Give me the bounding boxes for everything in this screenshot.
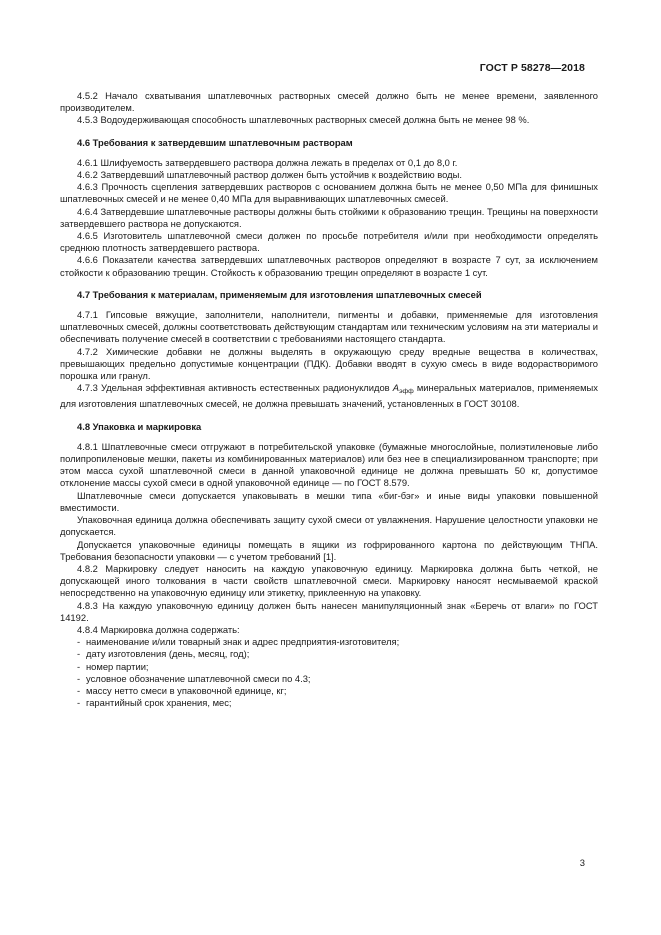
list-item: - условное обозначение шпатлевочной смеси по 4.3; (77, 672, 311, 684)
paragraph-4-8-4: 4.8.4 Маркировка должна содержать: (77, 623, 240, 635)
activity-subscript: эфф (399, 388, 414, 396)
paragraph-4-7-3-end: минеральных материалов, применяемых для изготовления шпатлевочных смесей, не должна превышать значений, установленных в ГОСТ 30108. (60, 382, 598, 410)
paragraph-4-7-1: 4.7.1 Гипсовые вяжущие, заполнители, наполнители, пигменты и добавки, применяемые для изготовления шпатлевочных смесей, должны соответствовать действующим стандартам или техническим условиям на эти материалы и обеспечивать получение смесей в соответствии с требованиями настоящего стандарта. (60, 309, 598, 345)
list-item: - дату изготовления (день, месяц, год); (77, 648, 250, 660)
paragraph-4-8-3: 4.8.3 На каждую упаковочную единицу должен быть нанесен манипуляционный знак «Беречь от влаги» по ГОСТ 14192. (60, 599, 598, 623)
list-item: - гарантийный срок хранения, мес; (77, 697, 232, 709)
paragraph-4-8-2: 4.8.2 Маркировку следует наносить на каждую упаковочную единицу. Маркировка должна быть четкой, не допускающей иного толкования в части свойств шпатлевочной смеси. Маркировку наносят несмываемой краской непосредственно на упаковочную единицу или этикетку, приклеенную на упаковку. (60, 562, 598, 599)
paragraph-boxes: Допускается упаковочные единицы помещать в ящики из гофрированного картона по действующим ТНПА. Требования безопасности упаковки — с учетом требований [1]. (60, 538, 598, 562)
paragraph-4-5-2: 4.5.2 Начало схватывания шпатлевочных растворных смесей должно быть не менее времени, заявленного производителем. (60, 90, 598, 114)
paragraph-4-6-4: 4.6.4 Затвердевшие шпатлевочные растворы должны быть стойкими к образованию трещин. Трещины на поверхности затвердевшего раствора не допускаются. (60, 205, 598, 229)
paragraph-4-5-3: 4.5.3 Водоудерживающая способность шпатлевочных растворных смесей должна быть не менее 98 %. (77, 114, 530, 126)
paragraph-4-6-3: 4.6.3 Прочность сцепления затвердевших растворов с основанием должна быть не менее 0,50 МПа для финишных шпатлевочных смесей и не менее 0,40 МПа для выравнивающих шпатлевочных смесей. (60, 181, 598, 205)
paragraph-4-6-6: 4.6.6 Показатели качества затвердевших шпатлевочных растворов определяют в возрасте 7 сут, за исключением стойкости к образованию трещин. Стойкость к образованию трещин определяют в возрасте 1 сут. (60, 254, 598, 278)
paragraph-bigbag: Шпатлевочные смеси допускается упаковывать в мешки типа «биг-бэг» и иные виды упаковки повышенной вместимости. (60, 489, 598, 513)
list-item: - номер партии; (77, 660, 149, 672)
page-number: 3 (579, 857, 585, 868)
paragraph-4-7-3-start: 4.7.3 Удельная эффективная активность естественных радионуклидов (77, 382, 393, 394)
paragraph-4-8-1: 4.8.1 Шпатлевочные смеси отгружают в потребительской упаковке (бумажные многослойные, полиэтиленовые либо полипропиленовые мешки, пакеты из комбинированных материалов) или без нее в специализированном транспорте; при этом масса сухой шпатлевочной смеси в данной упаковочной единице не должна превышать 50 кг, допустимое отклонение массы сухой смеси в одной упаковочной единице — по ГОСТ 8.579. (60, 440, 598, 489)
paragraph-4-7-3 (60, 382, 598, 410)
paragraph-4-6-2: 4.6.2 Затвердевший шпатлевочный раствор должен быть устойчив к воздействию воды. (77, 169, 462, 181)
activity-symbol: А (392, 382, 400, 394)
section-heading-4-8: 4.8 Упаковка и маркировка (77, 420, 202, 432)
section-heading-4-7: 4.7 Требования к материалам, применяемым для изготовления шпатлевочных смесей (77, 288, 482, 300)
paragraph-4-6-1: 4.6.1 Шлифуемость затвердевшего раствора должна лежать в пределах от 0,1 до 8,0 г. (77, 156, 458, 168)
document-body (60, 90, 598, 709)
paragraph-4-6-5: 4.6.5 Изготовитель шпатлевочной смеси должен по просьбе потребителя и/или при необходимости определять среднюю плотность затвердевшего раствора. (60, 230, 598, 254)
list-item: - наименование и/или товарный знак и адрес предприятия-изготовителя; (77, 636, 400, 648)
standard-designation: ГОСТ Р 58278—2018 (479, 62, 585, 74)
section-heading-4-6: 4.6 Требования к затвердевшим шпатлевочным растворам (77, 136, 353, 148)
list-item: - массу нетто смеси в упаковочной единице, кг; (77, 684, 287, 696)
marking-list (60, 636, 598, 709)
paragraph-protection: Упаковочная единица должна обеспечивать защиту сухой смеси от увлажнения. Нарушение целостности упаковки не допускается. (60, 514, 598, 538)
paragraph-4-7-2: 4.7.2 Химические добавки не должны выделять в окружающую среду вредные вещества в количествах, превышающих предельно допустимые концентрации (ПДК). Добавки вводят в сухую смесь в виде водорастворимого порошка или гранул. (60, 345, 598, 382)
